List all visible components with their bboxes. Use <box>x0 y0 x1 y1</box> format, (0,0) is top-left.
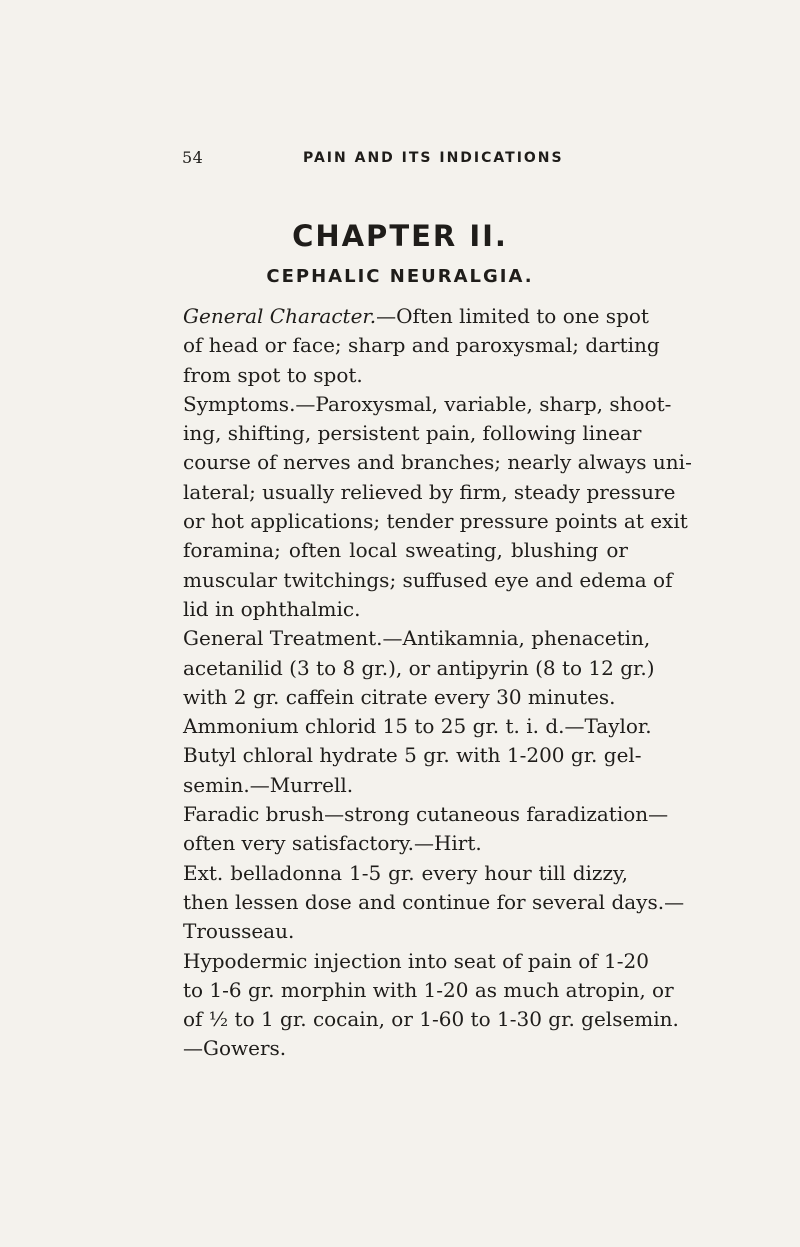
body-text <box>183 302 692 1064</box>
text-line: muscular twitchings; suffused eye and edema of <box>183 567 673 592</box>
text-line: foramina; often local sweating, blushing or <box>183 538 628 563</box>
text-line: course of nerves and branches; nearly always uni- <box>183 450 692 475</box>
text-line: Trousseau. <box>183 919 295 944</box>
text-line: of ½ to 1 gr. cocain, or 1-60 to 1-30 gr. gelsemin. <box>183 1007 679 1032</box>
line-text: —Often limited to one spot <box>376 304 649 328</box>
text-line: acetanilid (3 to 8 gr.), or antipyrin (8 to 12 gr.) <box>183 655 655 680</box>
text-line: of head or face; sharp and paroxysmal; darting <box>183 333 660 358</box>
text-line: Butyl chloral hydrate 5 gr. with 1-200 gr. gel- <box>183 743 642 768</box>
text-line: with 2 gr. caffein citrate every 30 minutes. <box>183 684 616 709</box>
page-number: 54 <box>182 148 204 167</box>
text-line: General Treatment.—Antikamnia, phenacetin, <box>183 626 651 651</box>
text-line: —Gowers. <box>183 1036 287 1061</box>
text-line: or hot applications; tender pressure points at exit <box>183 509 688 534</box>
text-line: semin.—Murrell. <box>183 772 354 797</box>
text-line: then lessen dose and continue for several days.— <box>183 889 685 914</box>
text-line: Ammonium chlorid 15 to 25 gr. t. i. d.—Taylor. <box>183 714 652 739</box>
text-line: Ext. belladonna 1-5 gr. every hour till dizzy, <box>183 860 628 885</box>
section-title: CEPHALIC NEURALGIA. <box>266 266 534 287</box>
text-line: often very satisfactory.—Hirt. <box>183 831 482 856</box>
chapter-title: CHAPTER II. <box>292 219 508 253</box>
italic-heading: General Character. <box>183 304 377 328</box>
running-head: PAIN AND ITS INDICATIONS <box>303 150 564 166</box>
text-line: Hypodermic injection into seat of pain of 1-20 <box>183 948 649 973</box>
text-line: Symptoms.—Paroxysmal, variable, sharp, shoot- <box>183 391 672 416</box>
text-line: ing, shifting, persistent pain, following linear <box>183 421 642 446</box>
text-line: lid in ophthalmic. <box>183 596 361 621</box>
text-line: lateral; usually relieved by firm, steady pressure <box>183 479 676 504</box>
text-line <box>183 302 649 331</box>
text-line: to 1-6 gr. morphin with 1-20 as much atropin, or <box>183 977 674 1002</box>
text-line: from spot to spot. <box>183 362 363 387</box>
text-line: Faradic brush—strong cutaneous faradization— <box>183 802 669 827</box>
